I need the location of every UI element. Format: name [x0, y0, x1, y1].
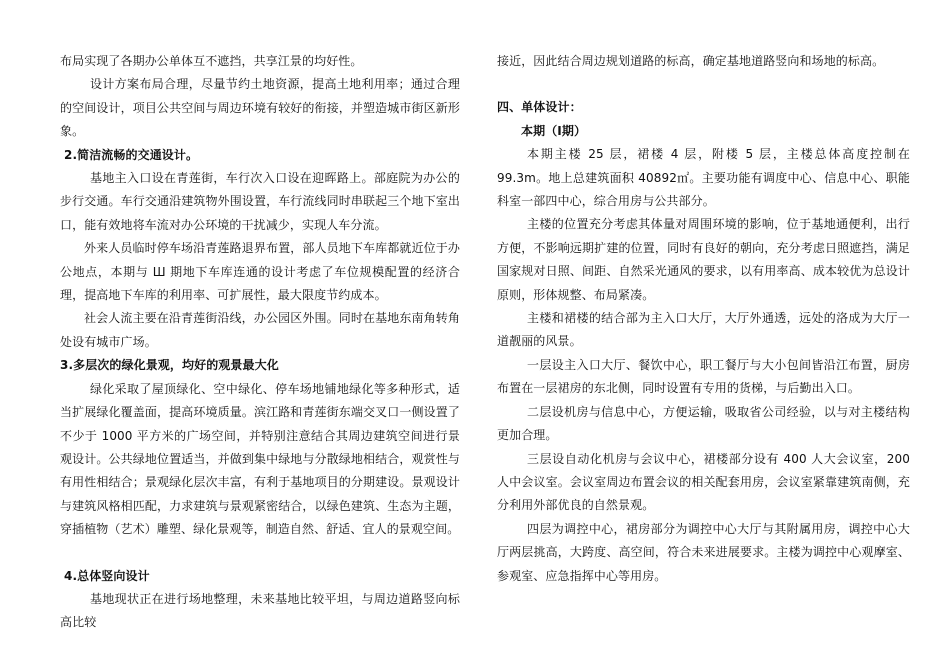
paragraph: 接近，因此结合周边规划道路的标高，确定基地道路竖向和场地的标高。: [497, 54, 885, 68]
paragraph: 外来人员临时停车场沿青莲路退界布置，部人员地下车库都就近位于办公地点，本期与 Ш 期地下车库连通的设计考虑了车位规模配置的经济合理，提高地下车库的利用率、可扩展性，最大限度节约成本。: [60, 241, 460, 303]
right-column: [497, 50, 910, 588]
paragraph: 基地主入口设在青莲街，车行次入口设在迎晖路上。部庭院为办公的步行交通。车行交通沿建筑物外围设置，车行流线同时串联起三个地下室出口，能有效地将车流对办公环境的干扰减少，实现人车分流。: [60, 171, 460, 232]
chapter-heading: 四、单体设计：: [497, 100, 582, 115]
paragraph: 一层设主入口大厅、餐饮中心，职工餐厅与大小包间皆沿江布置，厨房布置在一层裙房的东北侧，同时设置有专用的货梯，与后勤出入口。: [497, 357, 910, 396]
paragraph: 主楼和裙楼的结合部为主入口大厅，大厅外通透，远处的洛成为大厅一道靓丽的风景。: [497, 311, 910, 349]
paragraph: 社会人流主要在沿青莲街沿线，办公园区外围。同时在基地东南角转角处设有城市广场。: [60, 311, 460, 349]
paragraph: 四层为调控中心，裙房部分为调控中心大厅与其附属用房，调控中心大厅两层挑高，大跨度、高空间，符合未来进展要求。主楼为调控中心观摩室、参观室、应急指挥中心等用房。: [497, 521, 910, 583]
sub-heading: 本期（Ⅰ期）: [521, 123, 587, 138]
spacer: [497, 73, 910, 96]
section-heading: 3.多层次的绿化景观，均好的观景最大化: [60, 358, 279, 373]
paragraph: 基地现状正在进行场地整理，未来基地比较平坦，与周边道路竖向标高比较: [60, 591, 460, 630]
paragraph: 布局实现了各期办公单体互不遮挡，共享江景的均好性。: [60, 54, 363, 68]
paragraph: 绿化采取了屋顶绿化、空中绿化、停车场地铺地绿化等多种形式，适当扩展绿化覆盖面，提高环境质量。滨江路和青莲街东端交叉口一侧设置了不少于 1000 平方米的广场空间，并特别注意结合其周边建筑空间进行景观设计。公共绿地位置适当，并做到集中绿地与分散绿地相结合，观赏性与有用性相结合；景观绿化层次丰富，有利于基地项目的分期建设。景观设计与建筑风格相匹配，力求建筑与景观紧密结合，以绿色建筑、生态为主题，穿插植物（艺术）雕塑、绿化景观等，制造自然、舒适、宜人的景观空间。: [60, 381, 460, 537]
spacer: [60, 542, 460, 565]
section-heading: 2.简洁流畅的交通设计。: [64, 147, 199, 162]
paragraph: 三层设自动化机房与会议中心，裙楼部分设有 400 人大会议室，200 人中会议室。会议室周边布置会议的相关配套用房，会议室紧靠建筑南侧，充分利用外部优良的自然景观。: [497, 451, 910, 513]
paragraph: 本期主楼 25 层，裙楼 4 层，附楼 5 层，主楼总体高度控制在 99.3m。地上总建筑面积 40892㎡。主要功能有调度中心、信息中心、职能科室一部四中心，综合用房与公共部分。: [497, 147, 910, 209]
paragraph: 设计方案布局合理，尽量节约土地资源，提高土地利用率；通过合理的空间设计，项目公共空间与周边环境有较好的衔接，并塑造城市街区新形象。: [60, 77, 460, 139]
paragraph: 主楼的位置充分考虑其体量对周围环境的影响，位于基地通便利，出行方便，不影响远期扩建的位置，同时有良好的朝向，充分考虑日照遮挡，满足国家规对日照、间距、自然采光通风的要求，以有用率高、成本较优为总设计原则，形体规整、布局紧凑。: [497, 217, 910, 302]
section-heading: 4.总体竖向设计: [64, 568, 150, 583]
left-column: [60, 50, 460, 635]
paragraph: 二层设机房与信息中心，方便运输，吸取省公司经验，以与对主楼结构更加合理。: [497, 404, 910, 443]
